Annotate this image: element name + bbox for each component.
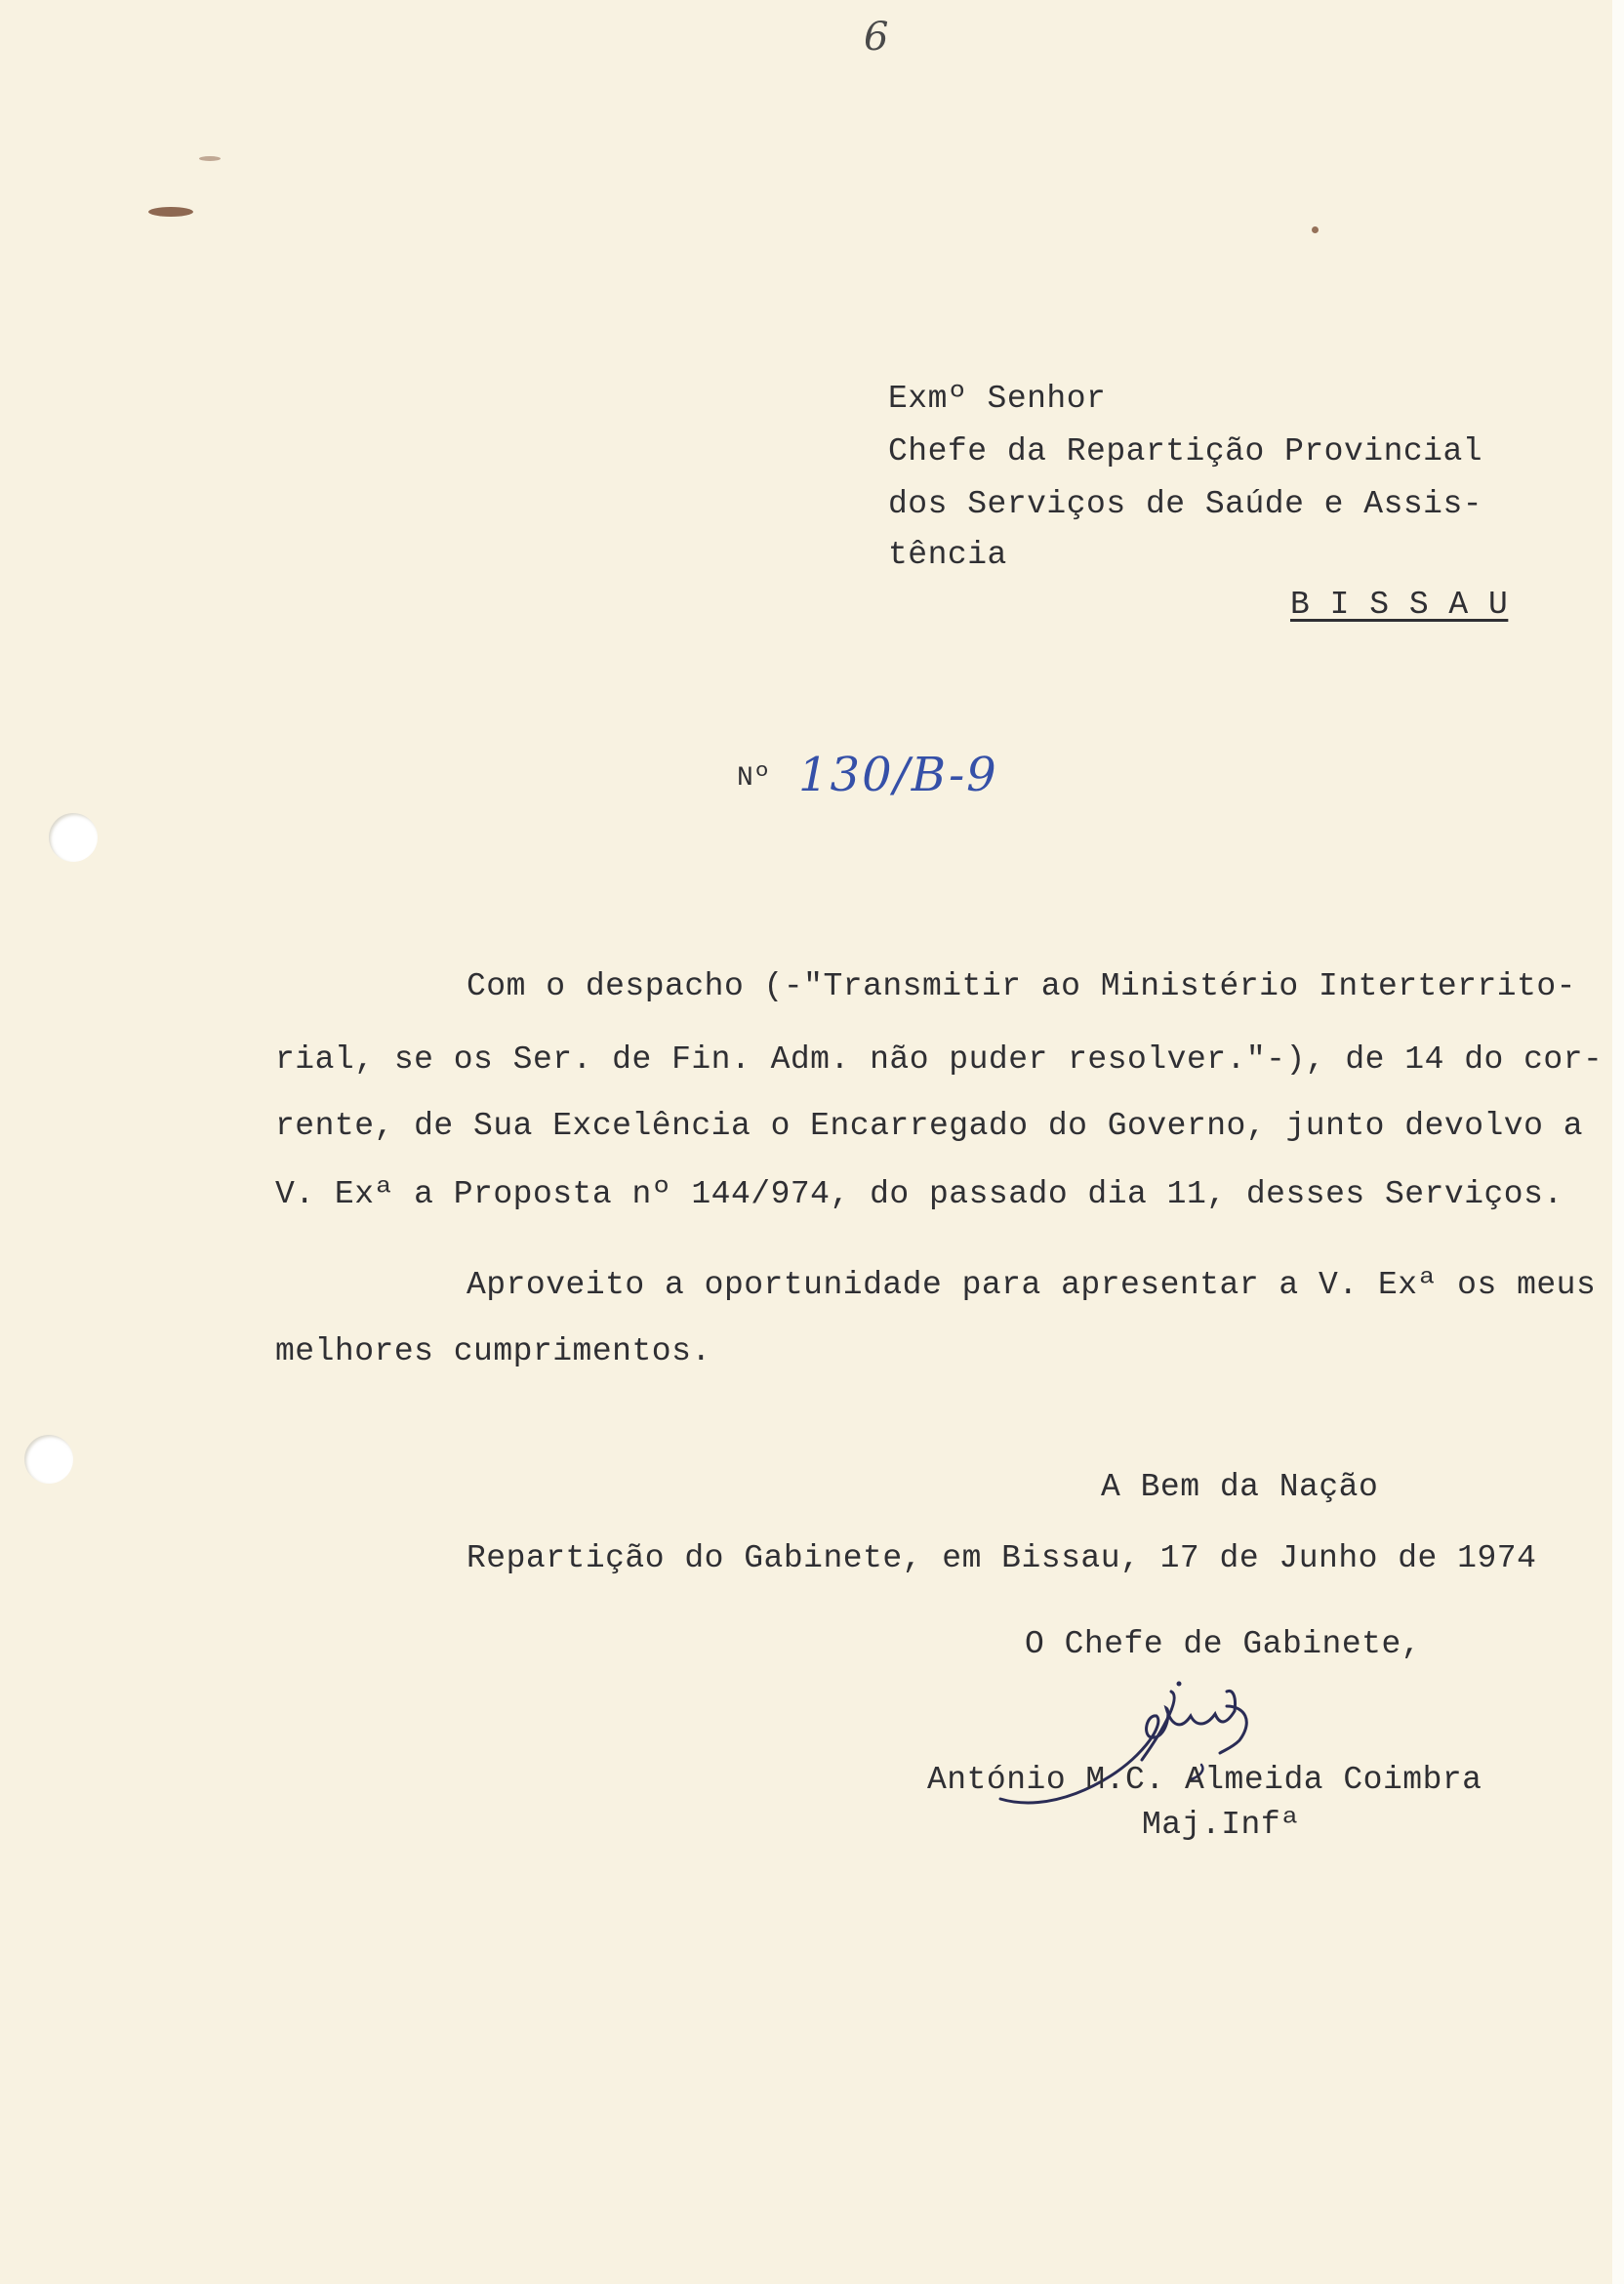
closing-motto: A Bem da Nação — [1101, 1469, 1379, 1505]
punch-hole-top — [49, 813, 98, 862]
signatory-name: António M.C. Almeida Coimbra — [927, 1762, 1482, 1798]
stain-mark — [148, 207, 193, 217]
closing-place-date: Repartição do Gabinete, em Bissau, 17 de Junho de 1974 — [467, 1540, 1537, 1576]
addressee-salutation: Exmº Senhor — [888, 381, 1107, 417]
reference-label: Nº — [737, 763, 771, 794]
addressee-line: tência — [888, 537, 1007, 573]
body-line: melhores cumprimentos. — [275, 1333, 711, 1369]
paper-edge — [1612, 0, 1624, 2284]
body-line: rente, de Sua Excelência o Encarregado do Governo, junto devolvo a — [275, 1108, 1584, 1144]
reference-number: 130/B-9 — [798, 748, 998, 802]
body-line: Aproveito a oportunidade para apresentar a V. Exª os meus — [467, 1267, 1597, 1303]
signatory-rank: Maj.Infª — [1142, 1807, 1301, 1843]
punch-hole-bottom — [24, 1435, 73, 1484]
body-line: rial, se os Ser. de Fin. Adm. não puder resolver."-), de 14 do cor- — [275, 1041, 1604, 1078]
stain-mark — [1312, 226, 1319, 233]
body-line: V. Exª a Proposta nº 144/974, do passado dia 11, desses Serviços. — [275, 1176, 1563, 1212]
page-number: 6 — [864, 15, 889, 60]
body-line: Com o despacho (-"Transmitir ao Ministério Interterrito- — [467, 968, 1576, 1004]
stain-mark — [199, 156, 221, 161]
addressee-line: dos Serviços de Saúde e Assis- — [888, 486, 1483, 522]
addressee-city: B I S S A U — [1290, 587, 1509, 623]
closing-role: O Chefe de Gabinete, — [1025, 1626, 1422, 1662]
addressee-line: Chefe da Repartição Provincial — [888, 433, 1483, 469]
